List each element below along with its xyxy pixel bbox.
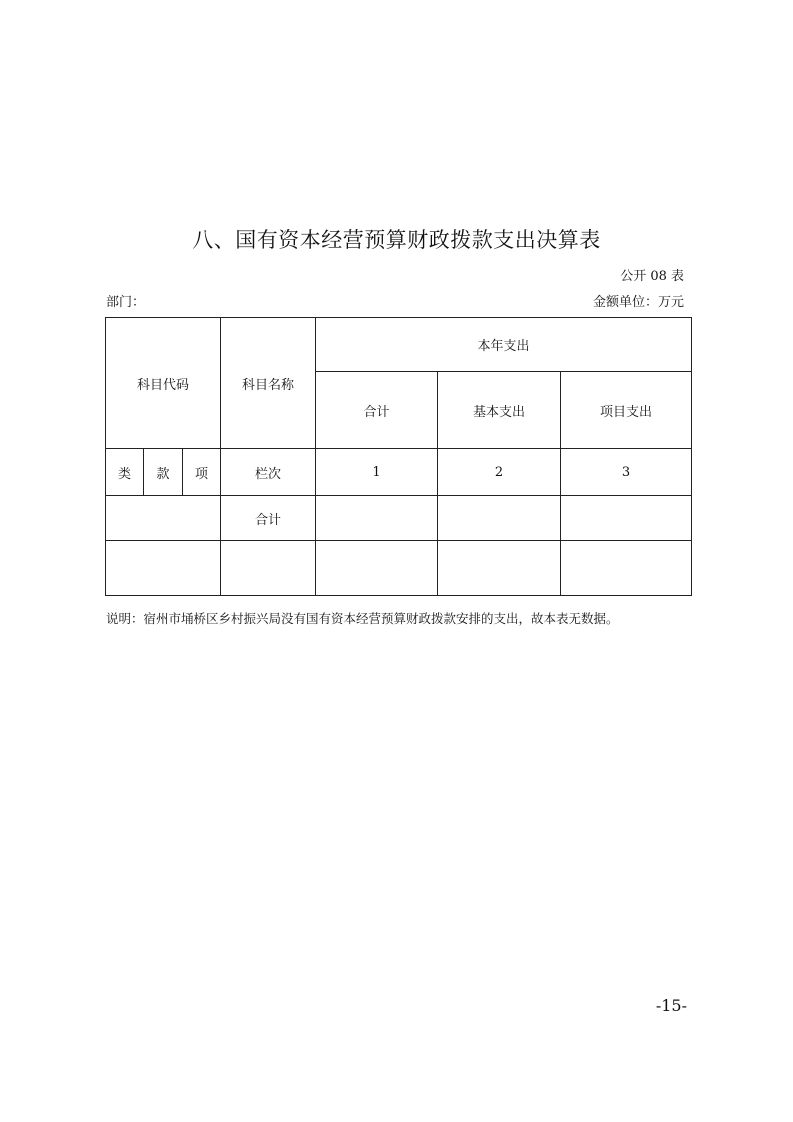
kuan-label: 款	[144, 449, 183, 496]
form-code: 公开 08 表	[620, 269, 684, 284]
empty-cell	[106, 541, 221, 596]
total-header: 合计	[316, 372, 438, 449]
project-expense-header: 项目支出	[561, 372, 692, 449]
department-label: 部门：	[106, 295, 146, 310]
empty-cell	[316, 496, 438, 541]
total-row-label: 合计	[221, 496, 316, 541]
basic-expense-header: 基本支出	[438, 372, 561, 449]
current-year-expense-header: 本年支出	[316, 318, 692, 372]
column-index-2: 2	[438, 449, 561, 496]
empty-cell	[438, 496, 561, 541]
column-index-3: 3	[561, 449, 692, 496]
empty-cell	[221, 541, 316, 596]
column-index-label: 栏次	[221, 449, 316, 496]
page-number: -15-	[655, 996, 687, 1015]
subject-name-header: 科目名称	[221, 318, 316, 449]
table-row	[106, 496, 692, 541]
expense-table	[105, 317, 692, 596]
explanation-note: 说明：宿州市埇桥区乡村振兴局没有国有资本经营预算财政拨款安排的支出，故本表无数据。	[106, 611, 619, 626]
table-row	[106, 449, 692, 496]
subject-code-header: 科目代码	[106, 318, 221, 449]
unit-label: 金额单位：万元	[592, 295, 684, 310]
xiang-label: 项	[183, 449, 221, 496]
page-title: 八、国有资本经营预算财政拨款支出决算表	[192, 228, 601, 252]
column-index-1: 1	[316, 449, 438, 496]
empty-cell	[106, 496, 221, 541]
table-row	[106, 541, 692, 596]
empty-cell	[561, 541, 692, 596]
empty-cell	[316, 541, 438, 596]
empty-cell	[438, 541, 561, 596]
lei-label: 类	[106, 449, 144, 496]
empty-cell	[561, 496, 692, 541]
